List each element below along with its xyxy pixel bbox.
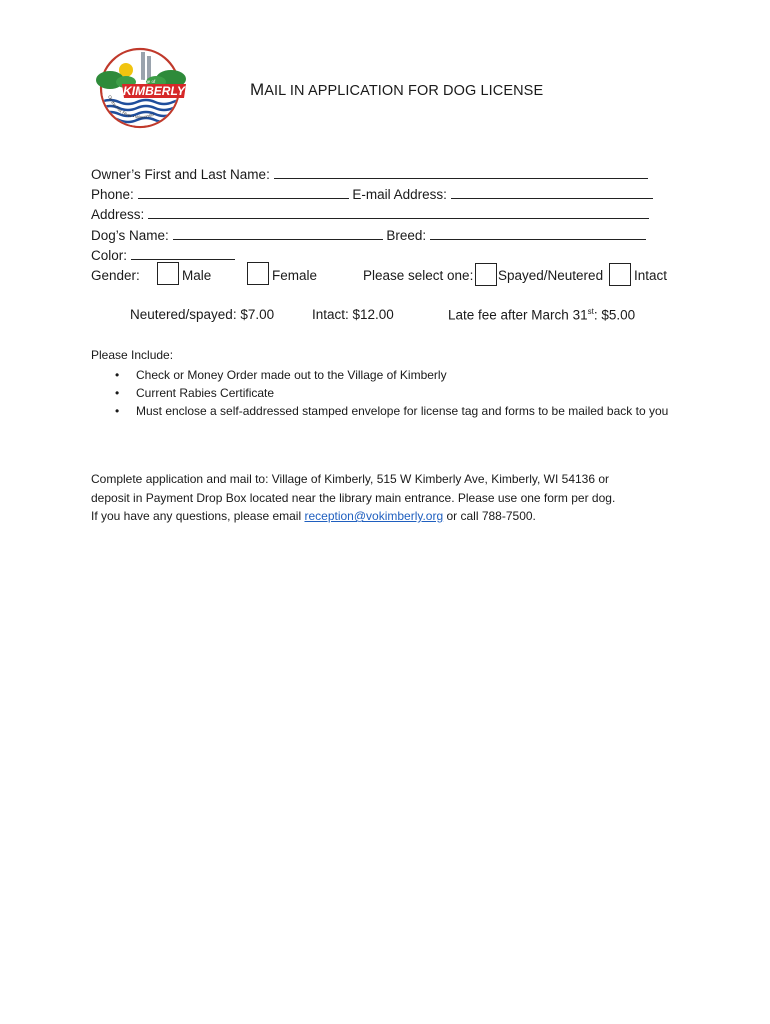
address-field[interactable]: [148, 204, 649, 219]
gender-label: Gender:: [91, 268, 140, 283]
intact-label: Intact: [634, 268, 668, 283]
include-list: [91, 366, 691, 420]
dog-row: [91, 225, 646, 246]
mail-line-1: Complete application and mail to: Village of Kimberly, 515 W Kimberly Ave, Kimberly, WI 54136 or: [91, 472, 610, 486]
include-item-text: Check or Money Order made out to the Village of Kimberly: [136, 368, 447, 382]
owner-row: [91, 164, 648, 185]
include-item: [91, 402, 684, 420]
spayed-label: Spayed/Neutered: [498, 268, 604, 283]
fee-late-sup: st: [587, 307, 594, 316]
bullet-icon: •: [115, 368, 120, 382]
phone-field[interactable]: [138, 184, 349, 199]
spayed-checkbox[interactable]: [475, 263, 497, 286]
fee-intact: Intact: $12.00: [312, 307, 394, 322]
select-label: Please select one:: [363, 268, 474, 283]
include-item: [91, 384, 691, 402]
dog-name-label: Dog’s Name:: [91, 228, 169, 243]
include-item-text: Current Rabies Certificate: [136, 386, 275, 400]
logo-ring-text: On the Fox River • Wisconsin: [107, 94, 155, 120]
mail-line-3-start: If you have any questions, please email: [91, 509, 305, 523]
color-field[interactable]: [131, 245, 235, 260]
fee-late-text: Late fee after March 31: [448, 307, 588, 323]
include-item: [91, 366, 691, 384]
include-heading: Please Include:: [91, 348, 174, 362]
bullet-icon: •: [115, 386, 120, 400]
owner-label: Owner’s First and Last Name:: [91, 167, 270, 182]
mail-line-2: deposit in Payment Drop Box located near the library main entrance. Please use one form per dog.: [91, 491, 616, 505]
male-checkbox[interactable]: [157, 262, 179, 285]
female-label: Female: [272, 268, 318, 283]
fee-late-amount: : $5.00: [593, 307, 636, 323]
page-title: [250, 80, 543, 100]
male-label: Male: [182, 268, 212, 283]
breed-field[interactable]: [430, 225, 646, 240]
email-link[interactable]: reception@vokimberly.org: [304, 509, 444, 523]
village-logo: [86, 44, 194, 130]
title-rest: AIL IN APPLICATION FOR DOG LICENSE: [264, 83, 544, 99]
breed-label: Breed:: [386, 228, 427, 243]
fee-late: [448, 307, 635, 323]
bullet-icon: •: [115, 404, 120, 418]
fee-neutered: Neutered/spayed: $7.00: [130, 307, 275, 322]
intact-checkbox[interactable]: [609, 263, 631, 286]
female-checkbox[interactable]: [247, 262, 269, 285]
mail-line-3: [91, 507, 536, 526]
title-initial: M: [250, 80, 265, 99]
phone-row: [91, 184, 653, 205]
mail-line-3-end: or call 788-7500.: [443, 509, 536, 523]
owner-name-field[interactable]: [274, 164, 648, 179]
phone-label: Phone:: [91, 187, 134, 202]
address-row: [91, 204, 649, 225]
address-label: Address:: [91, 207, 145, 222]
color-label: Color:: [91, 248, 128, 263]
include-item-text: Must enclose a self-addressed stamped envelope for license tag and forms to be mailed back to you: [136, 404, 669, 418]
logo-arc-text: Village of: [136, 79, 156, 84]
email-label: E-mail Address:: [352, 187, 447, 202]
dog-name-field[interactable]: [173, 225, 383, 240]
email-field[interactable]: [451, 184, 653, 199]
logo-name: KIMBERLY: [123, 84, 185, 98]
